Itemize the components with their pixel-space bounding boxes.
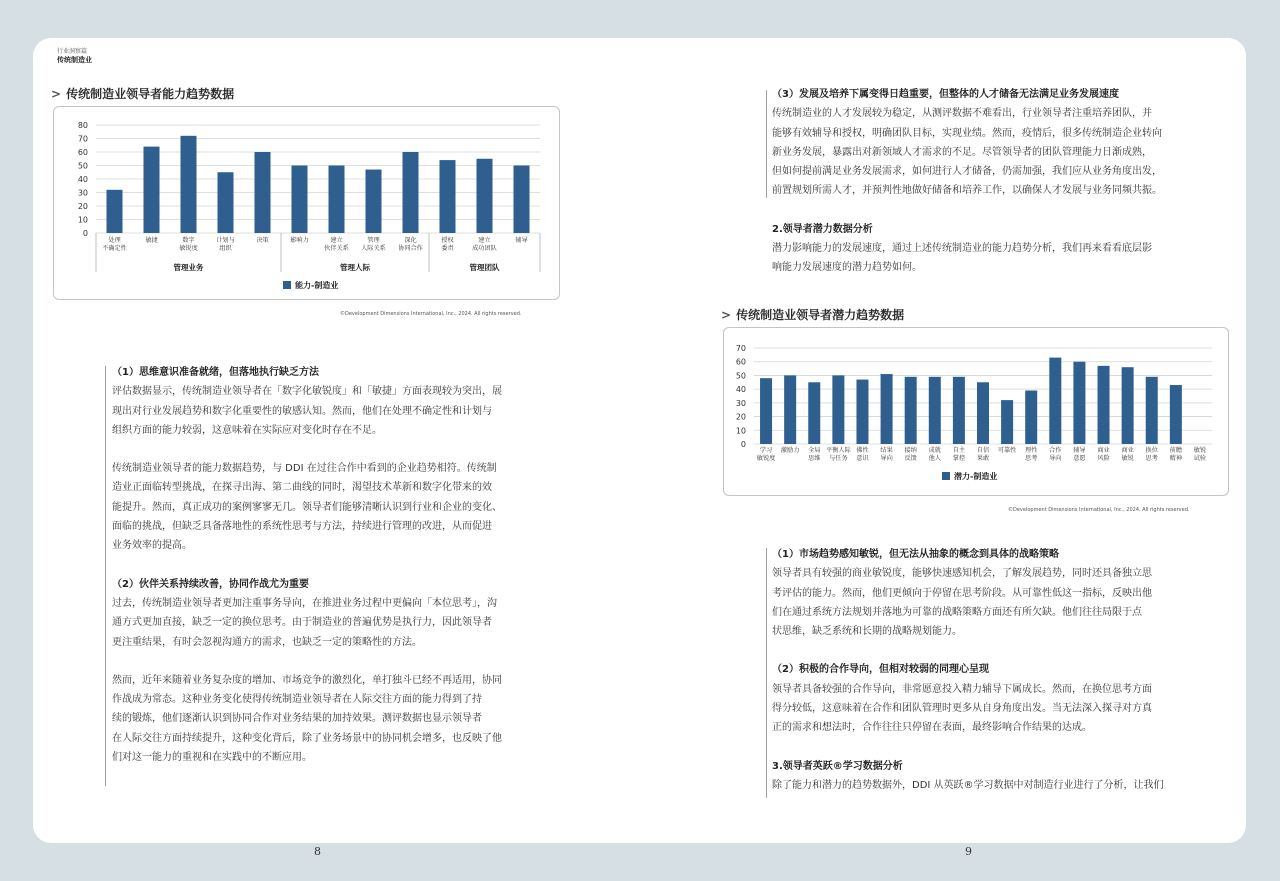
bar [808,382,820,444]
bar [832,375,844,444]
x-tick-label: 掌控 [952,455,966,462]
right-top-rule [766,90,767,198]
bar [255,152,271,233]
x-tick-label: 意识 [856,455,869,462]
legend-swatch [942,472,950,480]
right-copyright: ©Development Dimensions International, Inc., 2024. All rights reserved. [1008,507,1190,513]
y-tick-label: 80 [77,121,88,130]
x-tick-label: 建立 [478,237,491,244]
body-line: 能够有效辅导和授权，明确团队目标，实现业绩。然而，疫情后，很多传统制造企业转向 [772,127,1162,139]
bar [856,380,868,444]
bar [1073,362,1085,444]
x-tick-label: 商业 [1121,447,1134,454]
x-tick-label: 意愿 [1073,455,1086,462]
x-tick-label: 影响力 [290,237,309,244]
y-tick-label: 50 [77,161,88,171]
y-tick-label: 30 [735,398,746,408]
x-tick-label: 委责 [441,245,454,252]
y-tick-label: 20 [77,202,88,211]
left-chart-title-row [51,85,234,102]
x-tick-label: 思维 [808,455,821,462]
body-line: 造业正面临转型挑战，在探寻出海、第二曲线的同时，渴望技术革新和数字化带来的效 [112,482,492,494]
x-tick-label: 平衡人际 [825,447,851,454]
x-tick-label: 可靠性 [997,447,1017,454]
x-tick-label: 处理 [108,237,121,244]
right-bottom-rule [766,548,767,798]
x-tick-label: 反馈 [904,455,917,462]
x-tick-label: 成就 [928,447,941,454]
right-bottom-text-block [772,545,1232,795]
bar [144,147,160,233]
x-tick-label: 风险 [1097,455,1110,462]
left-text-rule [105,366,106,786]
x-tick-label: 敏锐 [1121,455,1134,462]
x-tick-label: 管理 [367,237,380,244]
body-line: 通方式更加直接，缺乏一定的换位思考。由于制造业的普遍优势是执行力，因此领导者 [112,617,492,629]
right-chart-title-row [721,306,904,323]
bar [1049,358,1061,444]
chevron-right-icon: > [721,308,732,322]
x-tick-label: 组织 [219,245,232,252]
y-tick-label: 0 [740,440,746,449]
body-line: 潜力影响能力的发展速度，通过上述传统制造业的能力趋势分析，我们再来看看底层影 [772,243,1152,255]
section-heading: （1）思维意识准备就绪，但落地执行缺乏方法 [112,367,319,378]
y-tick-label: 0 [82,229,88,238]
legend-label: 能力-制造业 [295,281,339,290]
body-line: 在人际交往方面持续提升，这种变化背后，除了业务场景中的协同机会增多，也反映了他 [112,732,502,744]
y-tick-label: 10 [77,215,88,225]
bar [784,375,796,444]
x-tick-label: 思考 [1025,455,1038,462]
bar [292,166,308,234]
x-tick-label: 商业 [1097,447,1110,454]
x-tick-label: 辅导 [515,237,528,244]
bar [929,377,941,444]
paragraph-gap [772,641,1232,660]
x-tick-label: 学习 [759,447,773,454]
body-line: 面临的挑战，但缺乏具备落地性的系统性思考与方法，持续进行管理的改进，从而促进 [112,521,492,533]
bar [977,382,989,444]
legend-label: 潜力-制造业 [954,472,998,481]
bar [953,377,965,444]
body-line: 前置规划所需人才，并预判性地做好储备和培养工作，以确保人才发展与业务同频共振。 [772,185,1162,197]
bar [403,152,419,233]
y-tick-label: 70 [77,134,88,144]
page-number-right: 9 [965,845,972,858]
x-tick-label: 敏锐 [1193,447,1207,454]
x-tick-label: 辅导 [1073,447,1086,454]
right-top-text-block [772,85,1232,278]
bar [881,374,893,444]
bar [477,159,493,233]
header-title: 传统制造业 [57,56,92,64]
body-line: 除了能力和潜力的趋势数据外，DDI 从英跃®学习数据中对制造行业进行了分析，让我们 [772,779,1164,791]
x-tick-label: 成功团队 [472,245,497,252]
x-tick-label: 合作 [1049,447,1062,454]
body-line: 状思维，缺乏系统和长期的战略规划能力。 [772,626,962,638]
left-chart-title: 传统制造业领导者能力趋势数据 [66,87,235,101]
y-tick-label: 30 [77,188,88,198]
group-label: 管理团队 [469,263,500,272]
x-tick-label: 敏锐度 [756,455,776,462]
y-tick-label: 60 [735,357,746,367]
section-heading: （2）伙伴关系持续改善，协同作战尤为重要 [112,578,309,590]
section-heading: 2.领导者潜力数据分析 [772,223,873,235]
paragraph-gap [112,440,572,459]
x-tick-label: 前瞻 [1169,447,1183,454]
body-line: 但如何提前满足业务发展需求，如何进行人才储备，仍需加强，我们应从业务角度出发， [772,166,1162,178]
paragraph-gap [112,556,572,575]
bar [1098,366,1110,444]
body-line: 们对这一能力的重视和在实践中的不断应用。 [112,752,312,764]
bar [760,378,772,444]
x-tick-label: 敏捷 [145,237,158,244]
left-text-block [112,363,572,767]
bar [1146,377,1158,444]
legend-swatch [283,281,291,289]
page-number-left: 8 [314,845,321,858]
section-heading: （1）市场趋势感知敏锐，但无法从抽象的概念到具体的战略策略 [772,549,1059,560]
x-tick-label: 果敢 [976,455,990,462]
body-line: 过去，传统制造业领导者更加注重事务导向，在推进业务过程中更偏向「本位思考」，沟 [112,597,497,609]
y-tick-label: 20 [735,412,746,422]
body-line: 们在通过系统方法规划并落地为可靠的战略策略方面还有所欠缺。他们往往局限于点 [772,606,1142,618]
x-tick-label: 决策 [256,237,269,244]
x-tick-label: 自信 [976,447,990,454]
section-heading: （2）积极的合作导向，但相对较弱的同理心呈现 [772,664,989,676]
section-heading: 3.领导者英跃®学习数据分析 [772,760,903,772]
x-tick-label: 授权 [441,237,454,244]
section-heading: （3）发展及培养下属变得日趋重要，但整体的人才储备无法满足业务发展速度 [772,89,1119,100]
bar [107,190,123,233]
x-tick-label: 建立 [330,237,343,244]
bar [329,166,345,234]
x-tick-label: 敏锐度 [179,245,198,252]
x-tick-label: 计划与 [216,237,235,244]
body-line: 传统制造业领导者的能力数据趋势，与 DDI 在过往合作中看到的企业趋势相符。传统制 [112,463,497,475]
ability-chart [54,107,559,299]
bar [181,136,197,233]
y-tick-label: 40 [735,385,746,395]
header-label: 行业洞察篇 [57,48,88,55]
right-chart-title: 传统制造业领导者潜力趋势数据 [736,308,905,322]
bar [1170,385,1182,444]
body-line: 能提升。然而，真正成功的案例寥寥无几。领导者们能够清晰认识到行业和企业的变化、 [112,501,502,513]
y-tick-label: 50 [735,371,746,381]
body-line: 评估数据显示，传统制造业领导者在「数字化敏锐度」和「敏捷」方面表现较为突出，展 [112,386,502,398]
y-tick-label: 40 [77,175,88,184]
x-tick-label: 试验 [1193,455,1207,462]
x-tick-label: 导向 [1049,455,1062,462]
y-tick-label: 60 [77,148,88,157]
body-line: 考评估的能力。然而，他们更倾向于停留在思考阶段。从可靠性低这一指标，反映出他 [772,587,1152,599]
bar [1025,391,1037,444]
left-copyright: ©Development Dimensions International, Inc., 2024. All rights reserved. [340,311,522,317]
paragraph-gap [112,652,572,671]
potential-chart-box [723,327,1229,496]
body-line: 传统制造业的人才发展较为稳定，从测评数据不难看出，行业领导者注重培养团队，并 [772,108,1152,120]
x-tick-label: 结果 [880,447,893,454]
x-tick-label: 不确定性 [102,245,127,252]
x-tick-label: 全局 [808,447,821,454]
x-tick-label: 数字 [182,237,195,244]
group-label: 管理人际 [340,263,370,272]
x-tick-label: 深化 [404,237,417,244]
bar [514,166,530,234]
potential-chart [724,328,1228,495]
body-line: 组织方面的能力较弱，这意味着在实际应对变化时存在不足。 [112,424,382,436]
ability-chart-box [53,106,560,300]
body-line: 续的锻炼，他们逐渐认识到协同合作对业务结果的加持效果。测评数据也显示领导者 [112,713,482,725]
x-tick-label: 导向 [880,455,893,462]
body-line: 更注重结果，有时会忽视沟通方的需求，也缺乏一定的策略性的方法。 [112,636,422,648]
y-tick-label: 70 [735,344,746,353]
x-tick-label: 自主 [952,447,966,454]
body-line: 得分较低，这意味着在合作和团队管理时更多从自身角度出发。当无法深入探寻对方真 [772,703,1152,715]
body-line: 作战成为常态。这种业务变化使得传统制造业领导者在人际交往方面的能力得到了持 [112,694,482,706]
bar [218,172,234,233]
body-line: 响能力发展速度的潜力趋势如何。 [772,262,922,274]
x-tick-label: 协同合作 [398,245,423,252]
body-line: 业务效率的提高。 [112,540,192,552]
x-tick-label: 换位 [1145,447,1158,454]
body-line: 新业务发展，暴露出对新领域人才需求的不足。尽管领导者的团队管理能力日渐成熟， [772,146,1152,158]
x-tick-label: 精神 [1169,455,1183,462]
bar [1122,367,1134,444]
bar [440,160,456,233]
bar [1001,400,1013,444]
x-tick-label: 与任务 [829,455,848,462]
bar [905,377,917,444]
x-tick-label: 人际关系 [361,245,386,252]
chevron-right-icon: > [51,87,62,101]
x-tick-label: 理性 [1025,447,1038,454]
paragraph-gap [772,738,1232,757]
x-tick-label: 伙伴关系 [324,245,349,252]
body-line: 领导者具备较强的合作导向，非常愿意投入精力辅导下属成长。然而，在换位思考方面 [772,683,1152,695]
bar [366,170,382,233]
group-label: 管理业务 [173,263,204,272]
paragraph-gap [772,201,1232,220]
y-tick-label: 10 [735,426,746,436]
body-line: 正的需求和想法时，合作往往只停留在表面，最终影响合作结果的达成。 [772,722,1092,734]
body-line: 领导者具有较强的商业敏锐度，能够快速感知机会，了解发展趋势，同时还具备独立思 [772,568,1152,580]
x-tick-label: 思考 [1145,455,1158,462]
x-tick-label: 接纳 [904,447,917,454]
x-tick-label: 他人 [928,455,941,462]
x-tick-label: 激励力 [780,447,800,454]
body-line: 现出对行业发展趋势和数字化重要性的敏感认知。然而，他们在处理不确定性和计划与 [112,405,492,417]
x-tick-label: 佛性 [856,447,869,454]
body-line: 然而，近年来随着业务复杂度的增加、市场竞争的激烈化，单打独斗已经不再适用，协同 [112,674,502,686]
